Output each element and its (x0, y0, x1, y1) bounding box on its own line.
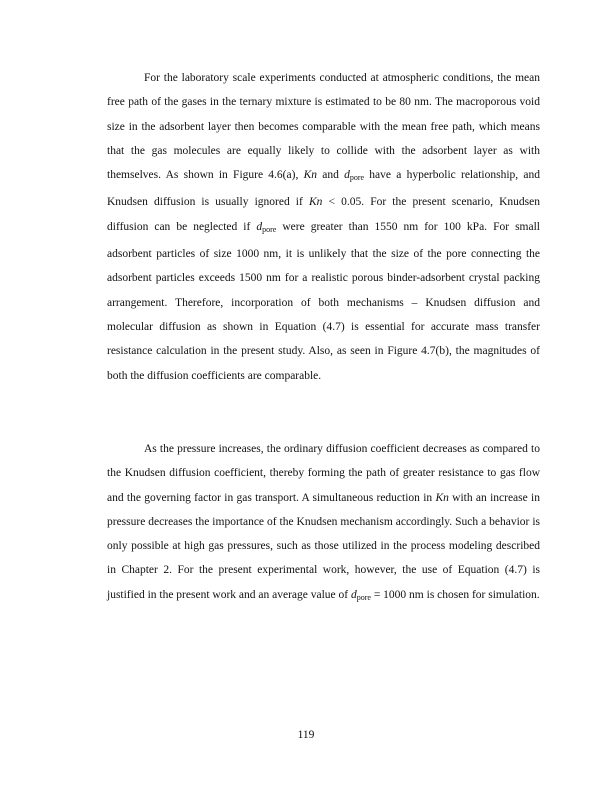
paragraph-text: < 0.05. For the present scenario, Knudsen diffusion can be neglected if (107, 196, 540, 233)
paragraph-text: and (316, 169, 345, 182)
paragraph-text: For the laboratory scale experiments conducted at atmospheric conditions, the mean free path of the gases in the ternary mixture is estimated to be 80 nm. The macroporous void size in the adsorbent layer then becomes comparable with the mean free path, which means that the gas molecules are equally likely to collide with the adsorbent layer as with themselves. As shown in Figure 4.6(a), (107, 72, 540, 182)
paragraph-text: were greater than 1550 nm for 100 kPa. For small adsorbent particles of size 1000 nm, it is unlikely that the size of the pore connecting the adsorbent particles exceeds 1500 nm for a realistic porous binder-adsorbent crystal packing arrangement. Therefore, incorporation of both mechanisms – Knudsen diffusion and molecular diffusion as shown in Equation (4.7) is essential for accurate mass transfer resistance calculation in the present study. Also, as seen in Figure 4.7(b), the magnitudes of both the diffusion coefficients are comparable. (107, 220, 540, 382)
subscript-text: pore (262, 224, 277, 234)
paragraph-text: = 1000 nm is chosen for simulation. (370, 588, 540, 601)
paragraph-text: with an increase in pressure decreases the importance of the Knudsen mechanism accordingly. Such a behavior is only possible at high gas pressures, such as those utilized in the process modeling described in Chapter 2. For the present experimental work, however, the use of Equation (4.7) is justified in the present work and an average value of (107, 491, 540, 601)
body-paragraph (107, 437, 540, 610)
subscript-text: pore (356, 592, 371, 602)
paragraph-text: As the pressure increases, the ordinary diffusion coefficient decreases as compared to the Knudsen diffusion coefficient, thereby forming the path of greater resistance to gas flow and the governing factor in gas transport. A simultaneous reduction in (107, 443, 540, 504)
italic-symbol: Kn (303, 169, 317, 182)
body-paragraph (107, 66, 540, 388)
italic-symbol: d (256, 220, 263, 233)
italic-symbol: d (344, 169, 350, 182)
italic-symbol: Kn (308, 196, 323, 209)
italic-symbol: d (350, 588, 357, 601)
paragraph-text: have a hyperbolic relationship, and Knudsen diffusion is usually ignored if (107, 169, 541, 209)
italic-symbol: Kn (435, 491, 449, 504)
subscript-text: pore (349, 173, 365, 183)
page-number: 119 (297, 729, 315, 741)
